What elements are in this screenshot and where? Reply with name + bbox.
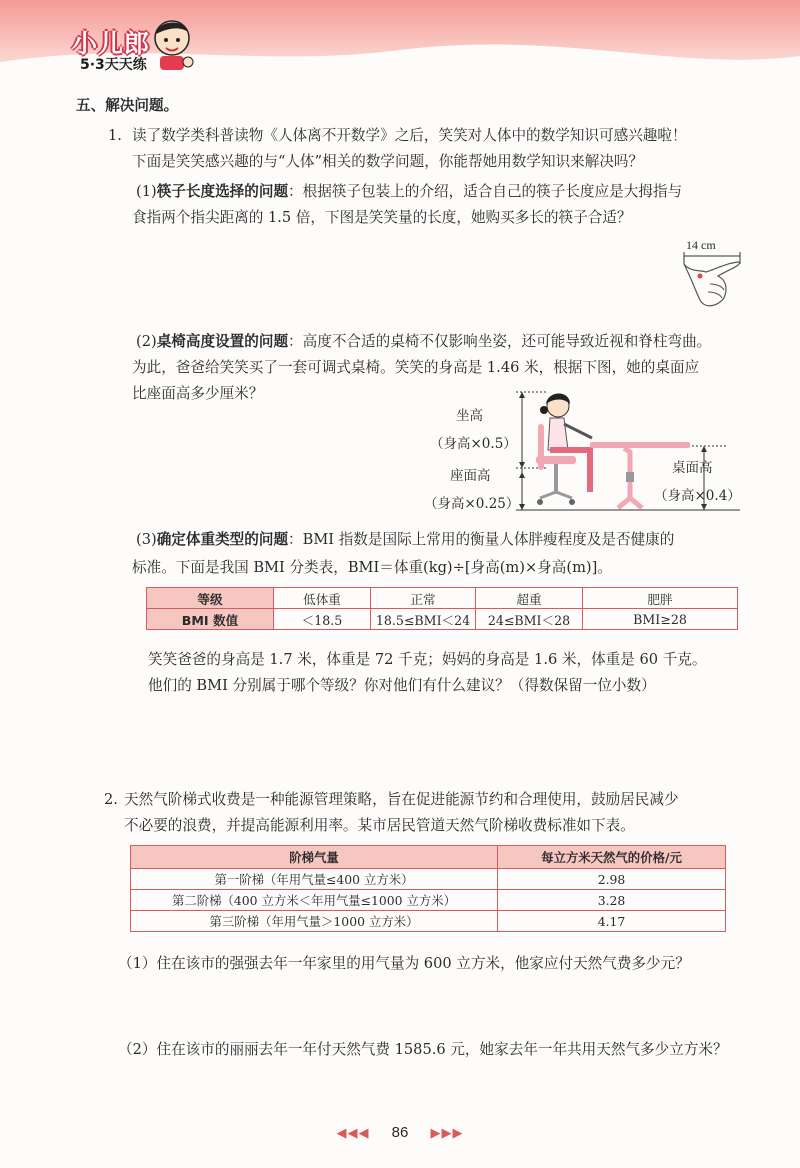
q1-intro-line2: 下面是笑笑感兴趣的与“人体”相关的数学问题，你能帮她用数学知识来解决吗？ <box>132 153 644 170</box>
bmi-grade-cell: 超重 <box>476 588 583 609</box>
q1-part3-title: 确定体重类型的问题 <box>156 531 289 548</box>
q1-part1-line1 <box>136 182 682 202</box>
bmi-row-label-value: BMI 数值 <box>147 609 274 630</box>
measure-label: 14 cm <box>686 238 716 252</box>
page-footer <box>0 1124 800 1141</box>
bmi-value-cell: ＜18.5 <box>274 609 371 630</box>
q1-part3-line1 <box>136 530 674 550</box>
q1-part3-text: ：BMI 指数是国际上常用的衡量人体胖瘦程度及是否健康的 <box>288 531 675 548</box>
q1-part3-line2: 标准。下面是我国 BMI 分类表，BMI＝体重(kg)÷[身高(m)×身高(m)]。 <box>132 559 612 576</box>
q1-part3-line4: 他们的 BMI 分别属于哪个等级？你对他们有什么建议？（得数保留一位小数） <box>148 677 656 694</box>
bmi-table <box>146 587 738 630</box>
q1-part1-text: ：根据筷子包装上的介绍，适合自己的筷子长度应是大拇指与 <box>288 183 683 200</box>
hand-measure-figure <box>670 250 748 314</box>
q2-part2: （2）住在该市的丽丽去年一年付天然气费 1585.6 元，她家去年一年共用天然气多少立方米？ <box>118 1041 728 1058</box>
seat-height-label: 座面高 <box>450 468 491 484</box>
q2-number: 2. <box>104 791 118 808</box>
q1-part3-line3: 笑笑爸爸的身高是 1.7 米，体重是 72 千克；妈妈的身高是 1.6 米，体重是 60 千克。 <box>148 651 707 668</box>
gas-price-cell: 3.28 <box>498 890 726 911</box>
seat-height-formula: （身高×0.25） <box>424 496 520 512</box>
q1-part3-label: (3) <box>136 531 157 548</box>
sit-height-label: 坐高 <box>456 408 483 424</box>
gas-tier-cell: 第二阶梯（400 立方米＜年用气量≤1000 立方米） <box>131 890 498 911</box>
q1-intro-line1: 读了数学类科普读物《人体离不开数学》之后，笑笑对人体中的数学知识可感兴趣啦！ <box>132 127 687 144</box>
q1-part2-line2: 为此，爸爸给笑笑买了一套可调式桌椅。笑笑的身高是 1.46 米，根据下图，她的桌面应 <box>132 359 700 376</box>
gas-price-cell: 4.17 <box>498 911 726 932</box>
q2-line2: 不必要的浪费，并提高能源利用率。某市居民管道天然气阶梯收费标准如下表。 <box>124 817 635 834</box>
q1-part2-label: (2) <box>136 333 157 350</box>
gas-price-table <box>130 845 726 932</box>
bmi-grade-cell: 正常 <box>371 588 476 609</box>
desk-chair-figure <box>508 388 748 520</box>
bmi-value-cell: 18.5≤BMI＜24 <box>371 609 476 630</box>
q1-part2-title: 桌椅高度设置的问题 <box>156 333 289 350</box>
section-title: 五、解决问题。 <box>76 97 179 114</box>
q1-part2-text: ：高度不合适的桌椅不仅影响坐姿，还可能导致近视和脊柱弯曲。 <box>288 333 712 350</box>
q2-line1: 天然气阶梯式收费是一种能源管理策略，旨在促进能源节约和合理使用，鼓励居民减少 <box>124 791 679 808</box>
mascot-icon <box>150 16 196 72</box>
bmi-value-cell: 24≤BMI＜28 <box>476 609 583 630</box>
next-arrows-icon: ▶▶▶ <box>430 1125 464 1140</box>
gas-header-price: 每立方米天然气的价格/元 <box>498 846 726 869</box>
q1-part1-title: 筷子长度选择的问题 <box>156 183 289 200</box>
q2-part1: （1）住在该市的强强去年一年家里的用气量为 600 立方米，他家应付天然气费多少元？ <box>118 955 690 972</box>
bmi-value-cell: BMI≥28 <box>583 609 738 630</box>
gas-tier-cell: 第一阶梯（年用气量≤400 立方米） <box>131 869 498 890</box>
prev-arrows-icon: ◀◀◀ <box>336 1125 370 1140</box>
gas-header-tier: 阶梯气量 <box>131 846 498 869</box>
gas-tier-cell: 第三阶梯（年用气量＞1000 立方米） <box>131 911 498 932</box>
desk-height-formula: （身高×0.4） <box>654 488 741 504</box>
q1-part1-label: (1) <box>136 183 157 200</box>
logo: 小儿郎 <box>72 29 151 58</box>
page-number: 86 <box>391 1124 409 1141</box>
bmi-grade-cell: 肥胖 <box>583 588 738 609</box>
gas-price-cell: 2.98 <box>498 869 726 890</box>
q1-part2-line1 <box>136 332 711 352</box>
bmi-grade-cell: 低体重 <box>274 588 371 609</box>
q1-part2-line3: 比座面高多少厘米？ <box>132 385 264 402</box>
desk-height-label: 桌面高 <box>672 460 713 476</box>
bmi-row-label-grade: 等级 <box>147 588 274 609</box>
q1-part1-line2: 食指两个指尖距离的 1.5 倍，下图是笑笑量的长度，她购买多长的筷子合适？ <box>132 209 632 226</box>
sit-height-formula: （身高×0.5） <box>430 436 517 452</box>
logo-subtitle: 5·3天天练 <box>80 57 147 73</box>
q1-number: 1. <box>108 127 122 144</box>
